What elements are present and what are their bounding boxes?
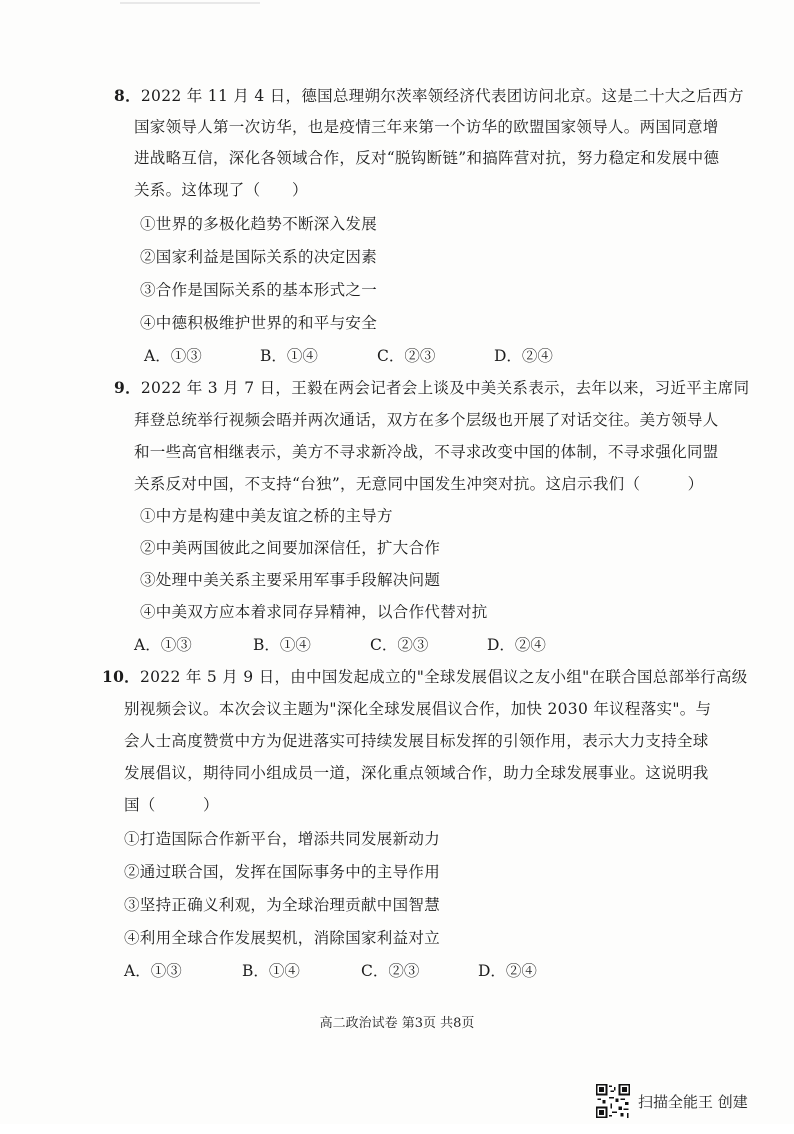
question-stem-line: 2022 年 11 月 4 日，德国总理朔尔茨率领经济代表团访问北京。这是二十大之后西方	[140, 87, 744, 105]
question-stem-line: 进战略互信，深化各领域合作，反对“脱钩断链”和搞阵营对抗，努力稳定和发展中德	[134, 149, 720, 167]
question-stem-line: 2022 年 3 月 7 日，王毅在两会记者会上谈及中美关系表示，去年以来，习近平主席同	[140, 379, 750, 397]
choice-a: A．①③	[144, 347, 202, 365]
choice-d: D．②④	[494, 347, 553, 365]
question-stem-line: 国（ ）	[124, 796, 219, 814]
option-statement: ②通过联合国，发挥在国际事务中的主导作用	[124, 863, 441, 881]
scan-artifact	[120, 0, 260, 10]
question-stem-line: 2022 年 5 月 9 日，由中国发起成立的"全球发展倡议之友小组"在联合国总部举行高级	[139, 668, 748, 686]
scanner-watermark	[596, 1092, 748, 1134]
choice-d: D．②④	[487, 636, 546, 654]
option-statement: ①世界的多极化趋势不断深入发展	[140, 215, 378, 233]
choice-d: D．②④	[478, 962, 537, 980]
choice-b: B．①④	[260, 347, 318, 365]
option-statement: ③合作是国际关系的基本形式之一	[140, 281, 378, 299]
option-statement: ①中方是构建中美友谊之桥的主导方	[140, 507, 393, 525]
question-number: 9．	[114, 378, 141, 397]
question-stem-line: 拜登总统举行视频会晤并两次通话，双方在多个层级也开展了对话交往。美方领导人	[134, 411, 719, 429]
answer-choices	[124, 959, 537, 981]
question-stem-line: 别视频会议。本次会议主题为"深化全球发展倡议合作，加快 2030 年议程落实"。与	[124, 700, 712, 718]
option-statement: ④利用全球合作发展契机，消除国家利益对立	[124, 929, 441, 947]
choice-a: A．①③	[124, 962, 182, 980]
question-stem-line: 关系。这体现了（ ）	[134, 181, 308, 199]
page-footer: 高二政治试卷 第3页 共8页	[319, 1016, 475, 1031]
watermark-text: 扫描全能王 创建	[638, 1092, 748, 1111]
question-number: 8．	[114, 86, 141, 105]
answer-choices	[134, 633, 546, 655]
option-statement: ①打造国际合作新平台，增添共同发展新动力	[124, 830, 441, 848]
option-statement: ④中德积极维护世界的和平与安全	[140, 314, 378, 332]
question-stem-line: 发展倡议，期待同小组成员一道，深化重点领域合作，助力全球发展事业。这说明我	[124, 764, 709, 782]
option-statement: ③处理中美关系主要采用军事手段解决问题	[140, 571, 441, 589]
option-statement: ②国家利益是国际关系的决定因素	[140, 248, 378, 266]
qr-code-icon	[596, 1084, 630, 1118]
choice-b: B．①④	[242, 962, 300, 980]
question-number: 10．	[102, 667, 140, 686]
question-stem-line: 关系反对中国，不支持“台独”，无意同中国发生冲突对抗。这启示我们（ ）	[134, 475, 704, 493]
choice-b: B．①④	[253, 636, 311, 654]
option-statement: ②中美两国彼此之间要加深信任，扩大合作	[140, 539, 441, 557]
option-statement: ④中美双方应本着求同存异精神，以合作代替对抗	[140, 603, 488, 621]
question-stem-line: 会人士高度赞赏中方为促进落实可持续发展目标发挥的引领作用，表示大力支持全球	[124, 732, 709, 750]
answer-choices	[144, 344, 553, 366]
option-statement: ③坚持正确义利观，为全球治理贡献中国智慧	[124, 896, 441, 914]
choice-c: C．②③	[370, 636, 429, 654]
choice-c: C．②③	[377, 347, 436, 365]
question-stem-line: 和一些高官相继表示，美方不寻求新冷战，不寻求改变中国的体制，不寻求强化同盟	[134, 443, 719, 461]
choice-c: C．②③	[361, 962, 420, 980]
question-stem-line: 国家领导人第一次访华，也是疫情三年来第一个访华的欧盟国家领导人。两国同意增	[134, 118, 719, 136]
choice-a: A．①③	[134, 636, 192, 654]
